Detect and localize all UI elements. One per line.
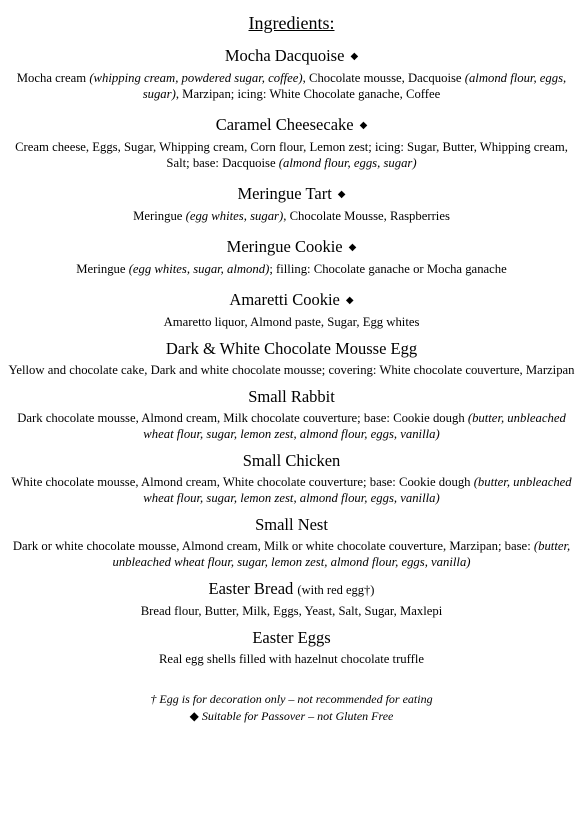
ingredients-list <box>4 46 579 667</box>
menu-item-ingredients <box>4 603 579 619</box>
menu-item-note: (with red egg†) <box>297 583 375 597</box>
menu-item-name-text: Small Chicken <box>242 451 341 470</box>
ingredient-detail: (whipping cream, powdered sugar, coffee) <box>89 71 303 85</box>
footnote-egg-decoration: † Egg is for decoration only – not recommended for eating <box>150 692 433 706</box>
ingredient-detail: (egg whites, sugar) <box>185 209 284 223</box>
menu-item-name-text: Meringue Cookie <box>226 237 343 256</box>
ingredient-text: , Marzipan; icing: White Chocolate ganache, Coffee <box>175 87 441 101</box>
ingredient-text: Meringue <box>76 262 129 276</box>
ingredient-text: , Chocolate Mousse, Raspberries <box>283 209 450 223</box>
menu-item <box>4 290 579 330</box>
ingredient-detail: (egg whites, sugar, almond) <box>128 262 270 276</box>
menu-item-ingredients <box>4 362 579 378</box>
menu-item-name <box>4 579 579 600</box>
ingredient-text: Yellow and chocolate cake, Dark and white chocolate mousse; covering: White chocolate couverture, Marzipan <box>8 363 575 377</box>
passover-diamond-icon: ◆ <box>350 51 359 62</box>
menu-item-ingredients <box>4 538 579 570</box>
passover-diamond-icon: ◆ <box>337 189 346 200</box>
ingredient-text: Meringue <box>133 209 186 223</box>
passover-diamond-icon: ◆ <box>345 295 354 306</box>
menu-item-name <box>4 628 579 648</box>
ingredient-text: Dark or white chocolate mousse, Almond cream, Milk or white chocolate couverture, Marzipan; base: <box>12 539 534 553</box>
menu-item-ingredients <box>4 410 579 442</box>
menu-item-ingredients <box>4 474 579 506</box>
menu-item <box>4 451 579 506</box>
menu-item-name-text: Amaretti Cookie <box>229 290 340 309</box>
menu-item-name <box>4 46 579 67</box>
menu-item-name-text: Mocha Dacquoise <box>224 46 345 65</box>
footnote-passover: ◆ Suitable for Passover – not Gluten Free <box>189 709 394 723</box>
ingredient-text: Dark chocolate mousse, Almond cream, Milk chocolate couverture; base: Cookie dough <box>17 411 468 425</box>
menu-item-ingredients <box>4 70 579 102</box>
ingredient-detail: (almond flour, eggs, sugar) <box>278 156 417 170</box>
menu-item-name-text: Easter Bread <box>208 579 294 598</box>
menu-item <box>4 115 579 171</box>
menu-item-name-text: Small Nest <box>255 515 328 534</box>
menu-item-ingredients <box>4 314 579 330</box>
menu-item <box>4 515 579 570</box>
menu-item <box>4 628 579 667</box>
ingredient-detail: (butter, unbleached wheat flour, sugar, lemon zest, almond flour, eggs, vanilla) <box>143 411 566 441</box>
page-title: Ingredients: <box>248 13 335 33</box>
menu-item-name-text: Small Rabbit <box>248 387 335 406</box>
menu-item-name <box>4 515 579 535</box>
menu-item-ingredients <box>4 651 579 667</box>
menu-item-name-text: Caramel Cheesecake <box>215 115 354 134</box>
ingredient-text: ; filling: Chocolate ganache or Mocha ganache <box>269 262 507 276</box>
ingredient-text: Cream cheese, Eggs, Sugar, Whipping cream, Corn flour, Lemon zest; icing: Sugar, Butter, Whipping cream, Salt; base: Dacquoise <box>15 140 568 170</box>
passover-diamond-icon: ◆ <box>348 242 357 253</box>
ingredient-detail: (almond flour, eggs, sugar) <box>142 71 567 101</box>
menu-item <box>4 579 579 619</box>
ingredient-text: Real egg shells filled with hazelnut chocolate truffle <box>158 652 425 666</box>
passover-diamond-icon: ◆ <box>359 120 368 131</box>
ingredient-text: Bread flour, Butter, Milk, Eggs, Yeast, Salt, Sugar, Maxlepi <box>140 604 443 618</box>
menu-item-name <box>4 290 579 311</box>
menu-item-name <box>4 237 579 258</box>
ingredient-detail: (butter, unbleached wheat flour, sugar, lemon zest, almond flour, eggs, vanilla) <box>112 539 571 569</box>
menu-item <box>4 339 579 378</box>
menu-item <box>4 237 579 277</box>
ingredient-text: Amaretto liquor, Almond paste, Sugar, Egg whites <box>163 315 420 329</box>
menu-item <box>4 387 579 442</box>
menu-item-name-text: Meringue Tart <box>237 184 332 203</box>
menu-item-ingredients <box>4 139 579 171</box>
menu-item-name <box>4 339 579 359</box>
ingredient-detail: (butter, unbleached wheat flour, sugar, lemon zest, almond flour, eggs, vanilla) <box>143 475 572 505</box>
ingredient-text: White chocolate mousse, Almond cream, White chocolate couverture; base: Cookie dough <box>11 475 474 489</box>
menu-item-name <box>4 387 579 407</box>
menu-item-name-text: Dark & White Chocolate Mousse Egg <box>165 339 418 358</box>
menu-item-name <box>4 451 579 471</box>
ingredient-text: Mocha cream <box>16 71 90 85</box>
menu-item-name <box>4 184 579 205</box>
menu-item-ingredients <box>4 208 579 224</box>
footnotes <box>4 691 579 725</box>
menu-item-name <box>4 115 579 136</box>
ingredient-text: , Chocolate mousse, Dacquoise <box>302 71 465 85</box>
menu-item <box>4 184 579 224</box>
menu-item-ingredients <box>4 261 579 277</box>
menu-item-name-text: Easter Eggs <box>252 628 331 647</box>
menu-item <box>4 46 579 102</box>
